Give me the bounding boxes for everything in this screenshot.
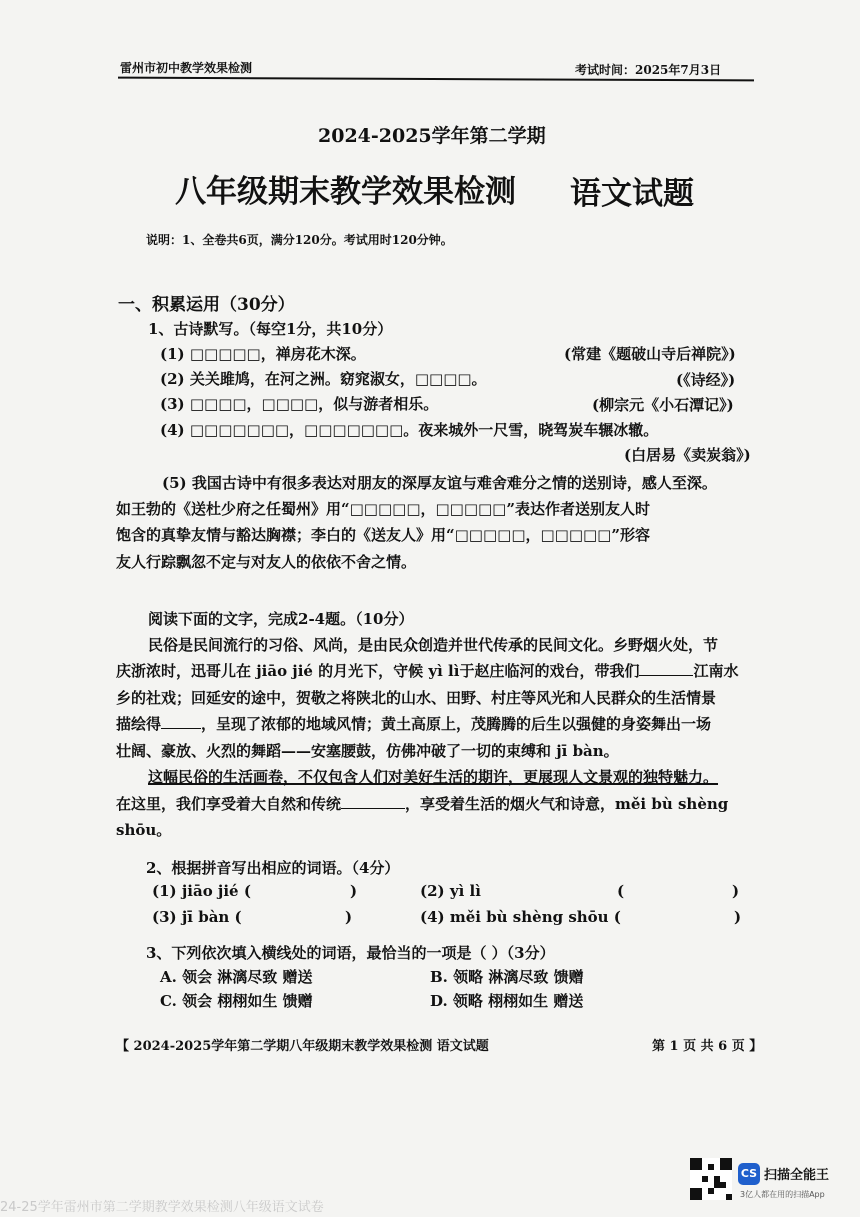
q1-source-4: (白居易《卖炭翁》) (624, 446, 751, 464)
q1-item-5-line1: (5) 我国古诗中有很多表达对朋友的深厚友谊与难舍难分之情的送别诗，感人至深。 (162, 474, 717, 492)
q3-option-d: D. 领略 栩栩如生 赠送 (430, 992, 584, 1010)
q2-item-3-close: ) (345, 908, 353, 926)
q3-heading: 3、下列依次填入横线处的词语，最恰当的一项是（ ）（3分） (146, 944, 555, 962)
passage-line-1: 民俗是民间流行的习俗、风尚，是由民众创造并世代传承的民间文化。乡野烟火处，节 (148, 636, 719, 654)
q3-option-b: B. 领略 淋漓尽致 馈赠 (430, 968, 584, 986)
passage-line-7 (116, 793, 728, 814)
passage-line-4-b: ，呈现了浓郁的地域风情；黄土高原上，茂腾腾的后生以强健的身姿舞出一场 (201, 715, 712, 733)
q1-item-4: (4) □□□□□□□，□□□□□□□。夜来城外一尺雪，晓驾炭车辗冰辙。 (160, 421, 659, 439)
section-heading: 一、积累运用（30分） (118, 295, 295, 315)
q1-item-3: (3) □□□□，□□□□，似与游者相乐。 (160, 395, 439, 413)
q1-source-3: (柳宗元《小石潭记》) (592, 396, 734, 414)
passage-line-3: 乡的社戏；回延安的途中，贺敬之将陕北的山水、田野、村庄等风光和人民群众的生活情景 (116, 689, 717, 707)
exam-note: 说明：1、全卷共6页，满分120分。考试用时120分钟。 (146, 233, 453, 247)
passage-line-5: 壮阔、豪放、火烈的舞蹈——安塞腰鼓，仿佛冲破了一切的束缚和 jī bàn。 (116, 742, 619, 760)
passage-line-8: shōu。 (116, 821, 172, 839)
passage-line-7-a: 在这里，我们享受着大自然和传统 (116, 795, 342, 813)
q1-source-2: (《诗经》) (676, 371, 736, 389)
q2-item-1-close: ) (350, 882, 358, 900)
fill-blank-3 (341, 807, 405, 809)
fill-blank-2 (161, 727, 201, 729)
q1-item-5-line4: 友人行踪飘忽不定与对友人的依依不舍之情。 (116, 553, 417, 571)
header-right: 考试时间：2025年7月3日 (575, 63, 722, 77)
q1-item-2: (2) 关关雎鸠，在河之洲。窈窕淑女，□□□□。 (160, 370, 487, 388)
q2-heading: 2、根据拼音写出相应的词语。（4分） (146, 859, 400, 877)
passage-line-2 (116, 660, 738, 681)
qr-code-icon (690, 1158, 732, 1200)
passage-line-7-b: ，享受着生活的烟火气和诗意，měi bù shèng (405, 795, 729, 813)
passage-line-4-a: 描绘得 (116, 715, 162, 733)
exam-term: 2024-2025学年第二学期 (318, 125, 546, 147)
footer-left: 【 2024-2025学年第二学期八年级期末教学效果检测 语文试题 (116, 1039, 489, 1054)
exam-subject: 语文试题 (570, 176, 694, 212)
passage-underlined-sentence: 这幅民俗的生活画卷，不仅包含人们对美好生活的期许，更展现人文景观的独特魅力。 (148, 768, 719, 786)
passage-line-4 (116, 713, 711, 734)
q2-item-2-open: ( (617, 882, 625, 900)
q1-heading: 1、古诗默写。（每空1分，共10分） (148, 320, 393, 338)
exam-title: 八年级期末教学效果检测 (175, 174, 516, 210)
q2-item-3: (3) jī bàn ( (152, 908, 242, 926)
q2-item-2-close: ) (732, 882, 740, 900)
fill-blank-1 (639, 674, 693, 676)
q3-option-a: A. 领会 淋漓尽致 赠送 (160, 968, 313, 986)
q1-source-1: (常建《题破山寺后禅院》) (564, 345, 736, 363)
q2-item-2: (2) yì lì (420, 882, 481, 900)
reading-intro: 阅读下面的文字，完成2-4题。（10分） (148, 610, 414, 628)
header-left: 雷州市初中教学效果检测 (120, 61, 253, 75)
passage-line-2-b: 江南水 (693, 662, 739, 680)
scanner-app-name: 扫描全能王 (764, 1168, 830, 1183)
q3-option-c: C. 领会 栩栩如生 馈赠 (160, 992, 313, 1010)
scanner-tagline: 3亿人都在用的扫描App (740, 1190, 825, 1199)
q1-item-5-line2: 如王勃的《送杜少府之任蜀州》用“□□□□□，□□□□□”表达作者送别友人时 (116, 500, 650, 518)
q2-item-1: (1) jiāo jié ( (152, 882, 251, 900)
footer-page-number: 第 1 页 共 6 页 】 (652, 1039, 763, 1054)
q2-item-4-close: ) (734, 908, 742, 926)
q2-item-4: (4) měi bù shèng shōu ( (420, 908, 621, 926)
camscanner-logo-icon: CS (738, 1163, 760, 1185)
document-watermark: 24-25学年雷州市第二学期教学效果检测八年级语文试卷 (0, 1200, 324, 1215)
passage-line-2-a: 庆浙浓时，迅哥儿在 jiāo jié 的月光下，守候 yì lì于赵庄临河的戏台，带我们 (116, 662, 640, 680)
q1-item-1: (1) □□□□□，禅房花木深。 (160, 345, 366, 363)
q1-item-5-line3: 饱含的真挚友情与豁达胸襟；李白的《送友人》用“□□□□□，□□□□□”形容 (116, 526, 650, 544)
